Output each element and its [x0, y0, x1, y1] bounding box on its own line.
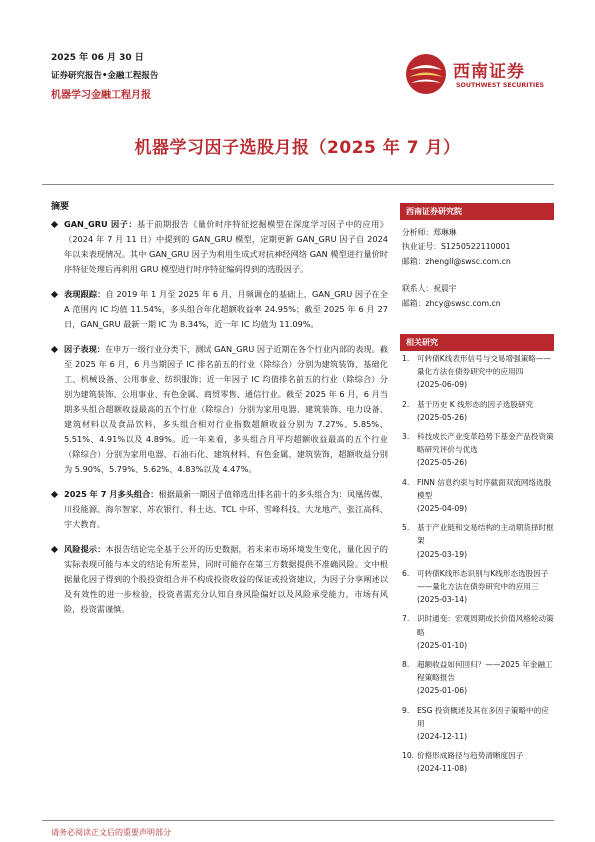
diamond-bullet-icon	[51, 546, 58, 553]
diamond-bullet-icon	[51, 291, 58, 298]
analyst-value: 郑琳琳	[433, 228, 457, 237]
related-num: 1.	[402, 354, 410, 363]
related-item[interactable]	[402, 567, 554, 607]
abstract-item-text: 自 2019 年 1 月至 2025 年 6 月，月频调仓的基础上，GAN_GRU 因子在全 A 范围内 IC 均值 11.54%，多头组合年化超额收益率 24.95%；截至 2025 年 6 月 27 日，GAN_GRU 最新一期 IC 为 8.34%，近一年 IC 均值为 11.09%。	[64, 289, 388, 329]
abstract-item	[51, 287, 388, 332]
related-num: 9.	[402, 705, 410, 715]
related-date: (2025-04-09)	[417, 504, 468, 514]
abstract-item-head: 风险提示：	[64, 544, 106, 554]
report-type: 证券研究报告•金融工程报告	[51, 71, 159, 81]
abstract-item	[51, 342, 388, 477]
related-item[interactable]	[402, 612, 554, 652]
related-label: 相关研究	[406, 338, 438, 347]
abstract-item-text: 基于前期报告《量价时序特征挖掘模型在深度学习因子中的应用》（2024 年 7 月 11 日）中提到的 GAN_GRU 模型，定期更新 GAN_GRU 因子自 2024 年以来表现情况。其中 GAN_GRU 因子为利用生成式对抗神经网络 GAN 模型进行量价时序特征处理后再利用 GRU 模型进行时序特征编码得到的选股因子。	[64, 219, 388, 274]
related-item[interactable]	[402, 476, 554, 516]
related-item[interactable]	[402, 352, 554, 392]
company-logo	[404, 52, 552, 96]
related-item[interactable]	[402, 749, 554, 775]
related-num: 10.	[402, 751, 415, 761]
related-num: 8.	[402, 660, 410, 670]
related-title: ESG 投资概述及其在多因子策略中的应用	[417, 705, 549, 728]
diamond-bullet-icon	[51, 491, 58, 498]
abstract-item-head: 2025 年 7 月多头组合：	[64, 489, 159, 499]
related-date: (2025-03-14)	[417, 595, 468, 605]
related-date: (2024-12-11)	[417, 732, 468, 742]
related-title: 可转债K线形态识别与K线形态选股因子——量化方法在债券研究中的应用三	[417, 568, 549, 592]
related-item[interactable]	[402, 704, 554, 744]
related-num: 2.	[402, 399, 410, 409]
institute-header	[400, 203, 554, 220]
abstract-item-text: 在申万一级行业分类下，测试 GAN_GRU 因子近期在各个行业内部的表现。截至 2025 年 6 月，6 月当期因子 IC 排名前五的行业（除综合）分别为建筑装饰、基础化工、机械设备、公用事业、纺织服饰；近一年因子 IC 均值排名前五的行业（除综合）分别为建筑装饰、公用事业、有色金属、商贸零售、通信行业。截至 2025 年 6 月，6 月当期多头组合超额收益最高的五个行业（除综合）分别为家用电器、建筑装饰、电力设备、建筑材料以及食品饮料，多头组合相对行业指数超额收益分别为 7.27%、5.85%、5.51%、4.91%以及 4.89%。近一年来看，多头组合月平均超额收益最高的五个行业（除综合）分别为家用电器、石油石化、建筑材料、有色金属、建筑装饰，超额收益分别为 5.90%、5.79%、5.62%、4.83%以及 4.47%。	[64, 344, 388, 474]
related-title: 科技成长产业变革趋势下基金产品投资策略研究评价与优选	[417, 432, 554, 455]
analyst-label: 执业证号：	[402, 242, 441, 252]
report-series: 机器学习金融工程月报	[51, 90, 151, 101]
related-item[interactable]	[402, 521, 554, 561]
diamond-bullet-icon	[51, 346, 58, 353]
logo-name-cn: 西南证券	[453, 62, 525, 82]
abstract-item	[51, 217, 388, 277]
abstract-item-head: GAN_GRU 因子：	[64, 219, 138, 229]
diamond-bullet-icon	[51, 221, 58, 228]
logo-emblem-icon	[404, 52, 448, 96]
report-date: 2025 年 06 月 30 日	[51, 53, 144, 63]
related-num: 7.	[402, 614, 410, 624]
related-num: 5.	[402, 523, 410, 533]
analyst-label: 邮箱：	[402, 298, 426, 308]
related-research-list	[402, 352, 554, 782]
abstract-item-text: 根据最新一期因子值筛选出排名前十的多头组合为：凤凰传媒、川投能源、海尔智家、苏农银行、科士达、TCL 中环、雪峰科技、大龙地产、张江高科、宇大教育。	[64, 489, 388, 529]
related-num: 4.	[402, 477, 410, 487]
related-date: (2025-01-10)	[417, 640, 468, 650]
page-title: 机器学习因子选股月报（2025 年 7 月）	[134, 138, 461, 158]
institute-label: 西南证券研究院	[406, 207, 462, 216]
footer-divider	[42, 820, 554, 821]
related-title: FINN 信息约束与时序截面双流网络选股模型	[417, 477, 552, 500]
related-date: (2024-11-08)	[417, 764, 468, 774]
analyst-row	[402, 255, 554, 269]
abstract-item-head: 表现跟踪：	[64, 289, 106, 299]
related-item[interactable]	[402, 430, 554, 470]
abstract-item	[51, 542, 388, 617]
abstract-body	[51, 217, 388, 627]
related-date: (2025-01-06)	[417, 686, 468, 696]
abstract-item-text: 本报告结论完全基于公开的历史数据，若未来市场环境发生变化，量化因子的实际表现可能与本文的结论有所差异，同时可能存在第三方数据提供不准确风险。文中根据量化因子得到的个股投资组合并不构成投资收益的保证或投资建议，为因子分享阐述以及有效性的进一步检验，投资者需充分认知自身风险偏好以及风险承受能力，市场有风险，投资需谨慎。	[64, 544, 388, 614]
analyst-label: 分析师：	[402, 228, 434, 237]
related-item[interactable]	[402, 398, 554, 424]
analyst-row	[402, 282, 554, 296]
related-header	[400, 334, 554, 351]
analyst-label: 邮箱：	[402, 256, 426, 266]
logo-name-en: SOUTHWEST SECURITIES	[456, 82, 545, 89]
related-date: (2025-05-26)	[417, 412, 468, 422]
analyst-row	[402, 240, 554, 254]
related-item[interactable]	[402, 658, 554, 698]
related-title: 基于产业链和交易结构的主动期货择时框架	[417, 523, 554, 546]
abstract-label: 摘要	[51, 202, 70, 212]
analyst-info	[402, 226, 554, 311]
related-title: 超额收益如何回归？——2025 年金融工程策略报告	[417, 660, 553, 683]
abstract-item	[51, 487, 388, 532]
related-date: (2025-05-26)	[417, 458, 468, 468]
related-num: 3.	[402, 432, 410, 442]
related-num: 6.	[402, 568, 410, 578]
related-title: 基于历史 K 线形态的因子选股研究	[417, 399, 534, 409]
footer-disclaimer: 请务必阅读正文后的重要声明部分	[51, 828, 171, 837]
analyst-row	[402, 226, 554, 240]
analyst-value: S1250522110001	[440, 242, 511, 252]
analyst-row	[402, 297, 554, 311]
related-title: 价格形成路径与趋势清晰度因子	[417, 751, 524, 761]
abstract-item-head: 因子表现：	[64, 344, 105, 354]
header-divider	[42, 184, 554, 185]
related-date: (2025-03-19)	[417, 549, 468, 559]
analyst-email[interactable]: zhcy@swsc.com.cn	[425, 298, 501, 308]
related-date: (2025-06-09)	[417, 380, 468, 390]
analyst-label: 联系人：	[402, 284, 434, 294]
analyst-value: 祝晨宇	[433, 284, 457, 294]
related-title: 可转债K线表形信号与交易增强策略——量化方法在债券研究中的应用四	[417, 354, 552, 377]
related-title: 识时通变：宏观周期成长价值风格轮动策略	[417, 614, 554, 637]
analyst-email[interactable]: zhengll@swsc.com.cn	[425, 256, 511, 266]
